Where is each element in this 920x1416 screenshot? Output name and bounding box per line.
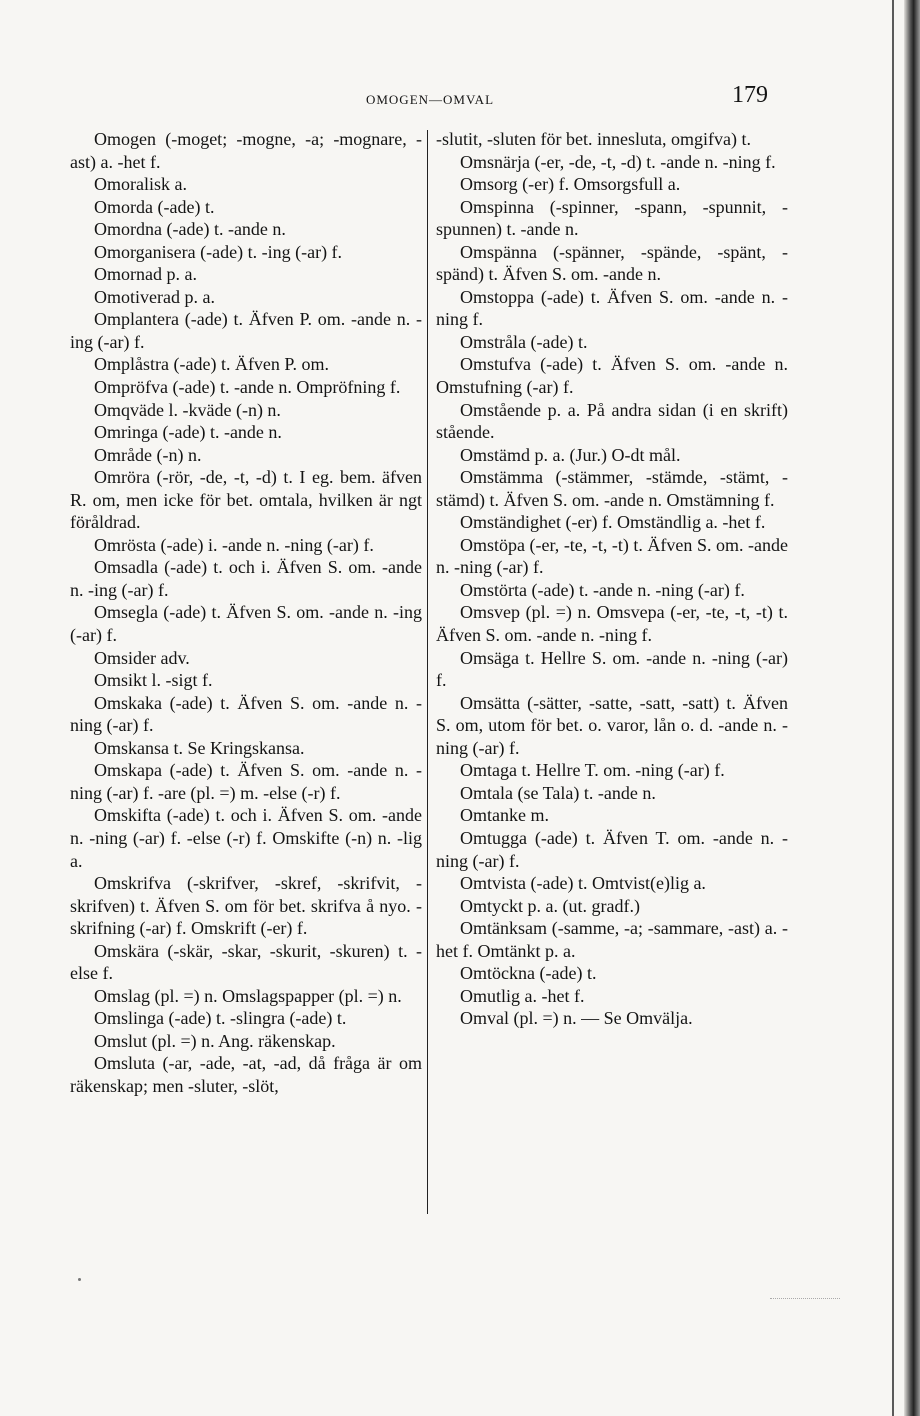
entry: Omskrifva (-skrifver, -skref, -skrifvit, -skrifven) t. Äfven S. om för bet. skrifva å nyo. -skrifning (-ar) f. Omskrift (-er) f. xyxy=(70,873,422,939)
entry: Omsätta (-sätter, -satte, -satt, -satt) t. Äfven S. om, utom för bet. o. varor, lån o. d. -ande n. -ning (-ar) f. xyxy=(436,692,788,758)
entry: Omordna (-ade) t. -ande n. xyxy=(94,219,286,240)
entry: Omtvista (-ade) t. Omtvist(e)lig a. xyxy=(460,873,706,894)
entry: Omplantera (-ade) t. Äfven P. om. -ande n. -ing (-ar) f. xyxy=(70,309,422,352)
column-divider xyxy=(427,130,428,1214)
entry: Omröra (-rör, -de, -t, -d) t. I eg. bem. äfven R. om, men icke för bet. omtala, hvilken är ngt föråldrad. xyxy=(70,467,422,533)
paper-mark xyxy=(770,1298,840,1301)
entry: Omstråla (-ade) t. xyxy=(460,331,588,352)
entry: Omtaga t. Hellre T. om. -ning (-ar) f. xyxy=(460,760,725,781)
entry: Omslut (pl. =) n. Ang. räkenskap. xyxy=(94,1030,336,1051)
entry: Omstämma (-stämmer, -stämde, -stämt, -stämd) t. Äfven S. om. -ande n. Omstämning f. xyxy=(436,467,788,510)
entry: Omorganisera (-ade) t. -ing (-ar) f. xyxy=(94,241,343,262)
page-edge-line xyxy=(892,0,894,1416)
entry: Omsäga t. Hellre S. om. -ande n. -ning (-ar) f. xyxy=(436,647,788,691)
entry: Omorda (-ade) t. xyxy=(94,196,215,217)
entry: Omtänksam (-samme, -a; -sammare, -ast) a. -het f. Omtänkt p. a. xyxy=(436,918,788,961)
entry: Omtanke m. xyxy=(460,805,549,826)
entry: Omstående p. a. På andra sidan (i en skrift) stående. xyxy=(436,399,788,443)
entry: Omstöpa (-er, -te, -t, -t) t. Äfven S. om. -ande n. -ning (-ar) f. xyxy=(436,534,788,578)
entry: Omspinna (-spinner, -spann, -spunnit, -spunnen) t. -ande n. xyxy=(436,196,788,240)
entry: Omotiverad p. a. xyxy=(94,286,215,307)
running-head: OMOGEN—OMVAL xyxy=(365,92,495,107)
entry: Omskifta (-ade) t. och i. Äfven S. om. -ande n. -ning (-ar) f. -else (-r) f. Omskifte (-n) n. -lig a. xyxy=(70,805,422,871)
entry: Omornad p. a. xyxy=(94,264,197,285)
entry: Omskapa (-ade) t. Äfven S. om. -ande n. -ning (-ar) f. -are (pl. =) m. -else (-r) f. xyxy=(70,760,422,803)
entry: Omtyckt p. a. (ut. gradf.) xyxy=(460,895,640,916)
entry: Omoralisk a. xyxy=(94,174,187,195)
entry: Omslag (pl. =) n. Omslagspapper (pl. =) n. xyxy=(94,985,402,1006)
entry: Omslinga (-ade) t. -slingra (-ade) t. xyxy=(94,1008,347,1029)
entry: Omspänna (-spänner, -spände, -spänt, -spänd) t. Äfven S. om. -ande n. xyxy=(436,241,788,285)
entry: Omutlig a. -het f. xyxy=(460,985,585,1006)
entry: Omrösta (-ade) i. -ande n. -ning (-ar) f. xyxy=(94,534,374,555)
entry: Omqväde l. -kväde (-n) n. xyxy=(94,399,281,420)
entry: Omtöckna (-ade) t. xyxy=(460,963,597,984)
left-column xyxy=(70,128,422,1098)
entry: Omstämd p. a. (Jur.) O-dt mål. xyxy=(460,444,681,465)
entry: Omständighet (-er) f. Omständlig a. -het f. xyxy=(460,512,766,533)
entry: Omtugga (-ade) t. Äfven T. om. -ande n. -ning (-ar) f. xyxy=(436,827,788,871)
entry: Omringa (-ade) t. -ande n. xyxy=(94,422,282,443)
book-spine-edge xyxy=(904,0,920,1416)
entry: Omsvep (pl. =) n. Omsvepa (-er, -te, -t, -t) t. Äfven S. om. -ande n. -ning f. xyxy=(436,602,788,646)
entry: Omval (pl. =) n. — Se Omvälja. xyxy=(460,1008,693,1029)
page-number: 179 xyxy=(732,82,768,108)
right-column xyxy=(436,128,788,1030)
entry: Omskaka (-ade) t. Äfven S. om. -ande n. -ning (-ar) f. xyxy=(70,692,422,736)
entry: Omstoppa (-ade) t. Äfven S. om. -ande n. -ning f. xyxy=(436,286,788,330)
entry: Omsorg (-er) f. Omsorgsfull a. xyxy=(460,174,681,195)
entry: Omsadla (-ade) t. och i. Äfven S. om. -ande n. -ing (-ar) f. xyxy=(70,557,422,600)
entry: Omogen (-moget; -mogne, -a; -mognare, -ast) a. -het f. xyxy=(70,129,422,172)
entry: Omsluta (-ar, -ade, -at, -ad, då fråga är om räkenskap; men -sluter, -slöt, xyxy=(70,1053,422,1096)
entry: Omsikt l. -sigt f. xyxy=(94,670,213,691)
entry: Område (-n) n. xyxy=(94,444,202,465)
entry: -slutit, -sluten för bet. innesluta, omgifva) t. xyxy=(436,129,751,149)
entry: Omskära (-skär, -skar, -skurit, -skuren) t. -else f. xyxy=(70,940,422,984)
entry: Omtala (se Tala) t. -ande n. xyxy=(460,782,656,803)
entry: Ompröfva (-ade) t. -ande n. Ompröfning f. xyxy=(94,377,401,398)
entry: Omstörta (-ade) t. -ande n. -ning (-ar) f. xyxy=(460,579,745,600)
paper-speck xyxy=(78,1278,81,1281)
entry: Omsnärja (-er, -de, -t, -d) t. -ande n. -ning f. xyxy=(460,151,776,172)
entry: Omsider adv. xyxy=(94,647,190,668)
entry: Omplåstra (-ade) t. Äfven P. om. xyxy=(94,354,329,375)
entry: Omstufva (-ade) t. Äfven S. om. -ande n. Omstufning (-ar) f. xyxy=(436,354,788,398)
entry: Omsegla (-ade) t. Äfven S. om. -ande n. -ing (-ar) f. xyxy=(70,602,422,646)
entry: Omskansa t. Se Kringskansa. xyxy=(94,737,305,758)
